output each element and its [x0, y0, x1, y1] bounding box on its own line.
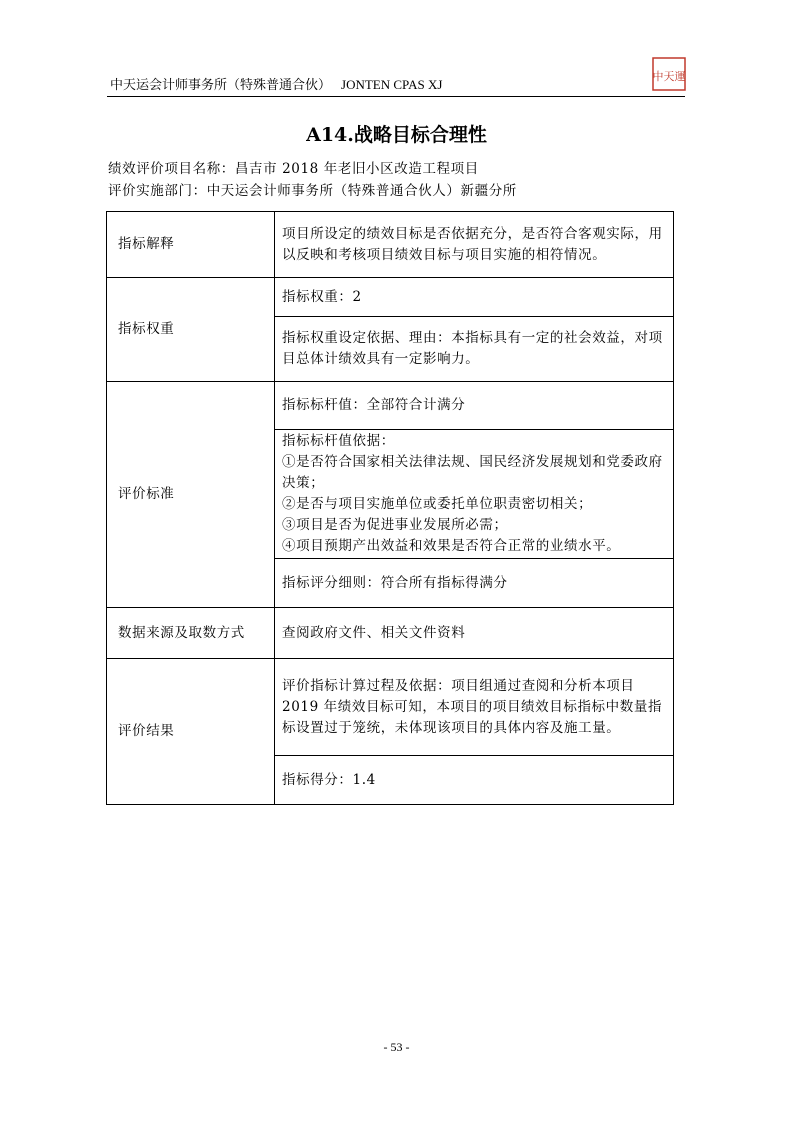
header-firm: [110, 74, 442, 93]
project-name: 绩效评价项目名称：昌吉市 2018 年老旧小区改造工程项目: [108, 161, 479, 177]
label-explanation: 指标解释: [107, 212, 275, 278]
header-rule: [107, 96, 685, 97]
weight-basis: 指标权重设定依据、理由：本指标具有一定的社会效益，对项目总体计绩效具有一定影响力。: [275, 317, 674, 382]
standard-basis-title: 指标标杆值依据：: [282, 433, 395, 449]
row-source: [107, 608, 674, 659]
row-result: [107, 659, 674, 756]
page-number: - 53 -: [383, 1040, 410, 1054]
header-firm-cn: 中天运会计师事务所（特殊普通合伙）: [110, 78, 332, 93]
logo-text: 中天運: [652, 70, 686, 83]
label-result: 评价结果: [107, 659, 275, 805]
label-weight: 指标权重: [107, 278, 275, 382]
row-weight: [107, 278, 674, 317]
header-firm-en: JONTEN CPAS XJ: [341, 77, 443, 92]
page-header: [107, 62, 685, 92]
row-standard: [107, 382, 674, 430]
weight-value: 指标权重：2: [275, 278, 674, 317]
standard-basis-items: ①是否符合国家相关法律法规、国民经济发展规划和党委政府决策； ②是否与项目实施单位或委托单位职责密切相关； ③项目是否为促进事业发展所必需； ④项目预期产出效益和效果是否符合正常的业绩水平。: [282, 454, 663, 554]
result-score: 指标得分：1.4: [275, 756, 674, 805]
indicator-table: [106, 211, 674, 805]
label-source: 数据来源及取数方式: [107, 608, 275, 659]
result-process: 评价指标计算过程及依据：项目组通过查阅和分析本项目 2019 年绩效目标可知，本项目的项目绩效目标指标中数量指标设置过于笼统，未体现该项目的具体内容及施工量。: [275, 659, 674, 756]
evaluation-department: 评价实施部门：中天运会计师事务所（特殊普通合伙人）新疆分所: [108, 183, 517, 199]
standard-benchmark: 指标标杆值：全部符合计满分: [275, 382, 674, 430]
explanation-text: 项目所设定的绩效目标是否依据充分，是否符合客观实际，用以反映和考核项目绩效目标与项目实施的相符情况。: [275, 212, 674, 278]
label-standard: 评价标准: [107, 382, 275, 608]
standard-scoring: 指标评分细则：符合所有指标得满分: [275, 559, 674, 608]
firm-logo-icon: [651, 56, 687, 92]
source-text: 查阅政府文件、相关文件资料: [275, 608, 674, 659]
row-explanation: [107, 212, 674, 278]
page-title: A14.战略目标合理性: [306, 124, 487, 146]
standard-basis: [275, 430, 674, 559]
